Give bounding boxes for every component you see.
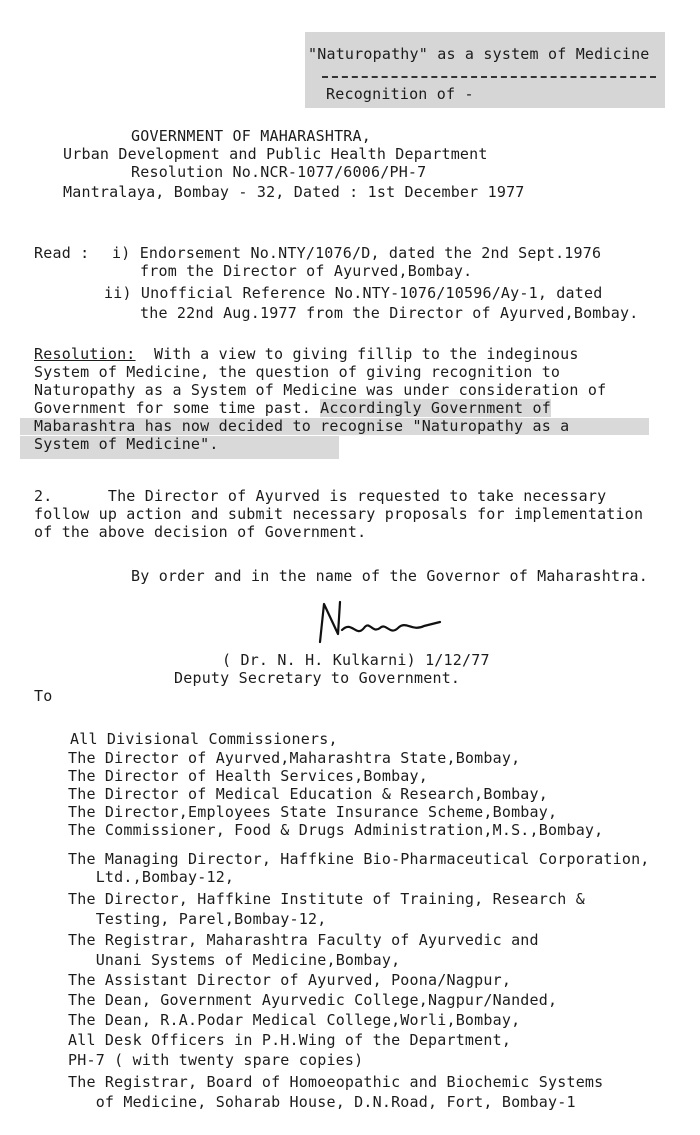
para2-line-1: 2. The Director of Ayurved is requested to take necessary <box>34 487 607 505</box>
recipient-item: The Commissioner, Food & Drugs Administration,M.S.,Bombay, <box>68 821 604 839</box>
subject-title: "Naturopathy" as a system of Medicine <box>308 45 650 63</box>
read-item-2-cont: the 22nd Aug.1977 from the Director of Ayurved,Bombay. <box>140 304 639 322</box>
read-item-2: ii) Unofficial Reference No.NTY-1076/10596/Ay-1, dated <box>104 284 603 302</box>
recipient-item: All Desk Officers in P.H.Wing of the Department, <box>68 1031 512 1049</box>
recipient-item: Testing, Parel,Bombay-12, <box>68 910 327 928</box>
para2-line-2: follow up action and submit necessary proposals for implementation <box>34 505 644 523</box>
recipient-item: All Divisional Commissioners, <box>70 730 338 748</box>
resolution-number: Resolution No.NCR-1077/6006/PH-7 <box>131 163 427 181</box>
resolution-line-6: System of Medicine". <box>20 436 339 459</box>
resolution-line-2: System of Medicine, the question of giving recognition to <box>34 363 561 381</box>
resolution-line-3: Naturopathy as a System of Medicine was under consideration of <box>34 381 607 399</box>
signatory-designation: Deputy Secretary to Government. <box>174 669 461 687</box>
resolution-line-4a: Government for some time past. <box>34 399 321 417</box>
recipient-item: The Director,Employees State Insurance Scheme,Bombay, <box>68 803 558 821</box>
recipient-item: The Assistant Director of Ayurved, Poona/Nagpur, <box>68 971 512 989</box>
resolution-line-1: With a view to giving fillip to the indeginous <box>135 345 579 363</box>
department-name: Urban Development and Public Health Department <box>63 145 488 163</box>
to-label: To <box>34 687 53 705</box>
resolution-label: Resolution: <box>34 345 136 363</box>
signature <box>312 590 512 660</box>
recipient-item: The Dean, Government Ayurvedic College,Nagpur/Nanded, <box>68 991 558 1009</box>
place-and-date: Mantralaya, Bombay - 32, Dated : 1st December 1977 <box>63 183 525 201</box>
subject-divider <box>322 76 656 78</box>
recipient-item: Unani Systems of Medicine,Bombay, <box>68 951 401 969</box>
recipient-item: The Registrar, Board of Homoeopathic and Biochemic Systems <box>68 1073 604 1091</box>
recipient-item: The Director of Health Services,Bombay, <box>68 767 428 785</box>
recipient-item: The Director of Ayurved,Maharashtra State,Bombay, <box>68 749 521 767</box>
recipient-item: The Dean, R.A.Podar Medical College,Worli,Bombay, <box>68 1011 521 1029</box>
read-item-1-cont: from the Director of Ayurved,Bombay. <box>140 262 473 280</box>
resolution-line-5: Mabarashtra has now decided to recognise "Naturopathy as a <box>20 418 649 435</box>
resolution-line-4b: Accordingly Government of <box>320 399 551 417</box>
resolution-paragraph <box>34 346 579 363</box>
recipient-item: The Managing Director, Haffkine Bio-Pharmaceutical Corporation, <box>68 850 650 868</box>
para2-line-3: of the above decision of Government. <box>34 523 367 541</box>
recipient-item: The Registrar, Maharashtra Faculty of Ayurvedic and <box>68 931 539 949</box>
recipient-item: PH-7 ( with twenty spare copies) <box>68 1051 364 1069</box>
subject-recognition: Recognition of - <box>326 85 474 103</box>
read-label: Read : <box>34 244 90 262</box>
government-name: GOVERNMENT OF MAHARASHTRA, <box>131 127 371 145</box>
read-item-1: i) Endorsement No.NTY/1076/D, dated the 2nd Sept.1976 <box>112 244 602 262</box>
recipient-item: The Director, Haffkine Institute of Training, Research & <box>68 890 585 908</box>
signatory-name: ( Dr. N. H. Kulkarni) 1/12/77 <box>222 651 490 669</box>
order-line: By order and in the name of the Governor of Maharashtra. <box>131 567 648 585</box>
recipient-item: The Director of Medical Education & Research,Bombay, <box>68 785 548 803</box>
recipient-item: of Medicine, Soharab House, D.N.Road, Fort, Bombay-1 <box>68 1093 576 1111</box>
resolution-line-4 <box>34 400 551 417</box>
recipient-item: Ltd.,Bombay-12, <box>68 868 235 886</box>
